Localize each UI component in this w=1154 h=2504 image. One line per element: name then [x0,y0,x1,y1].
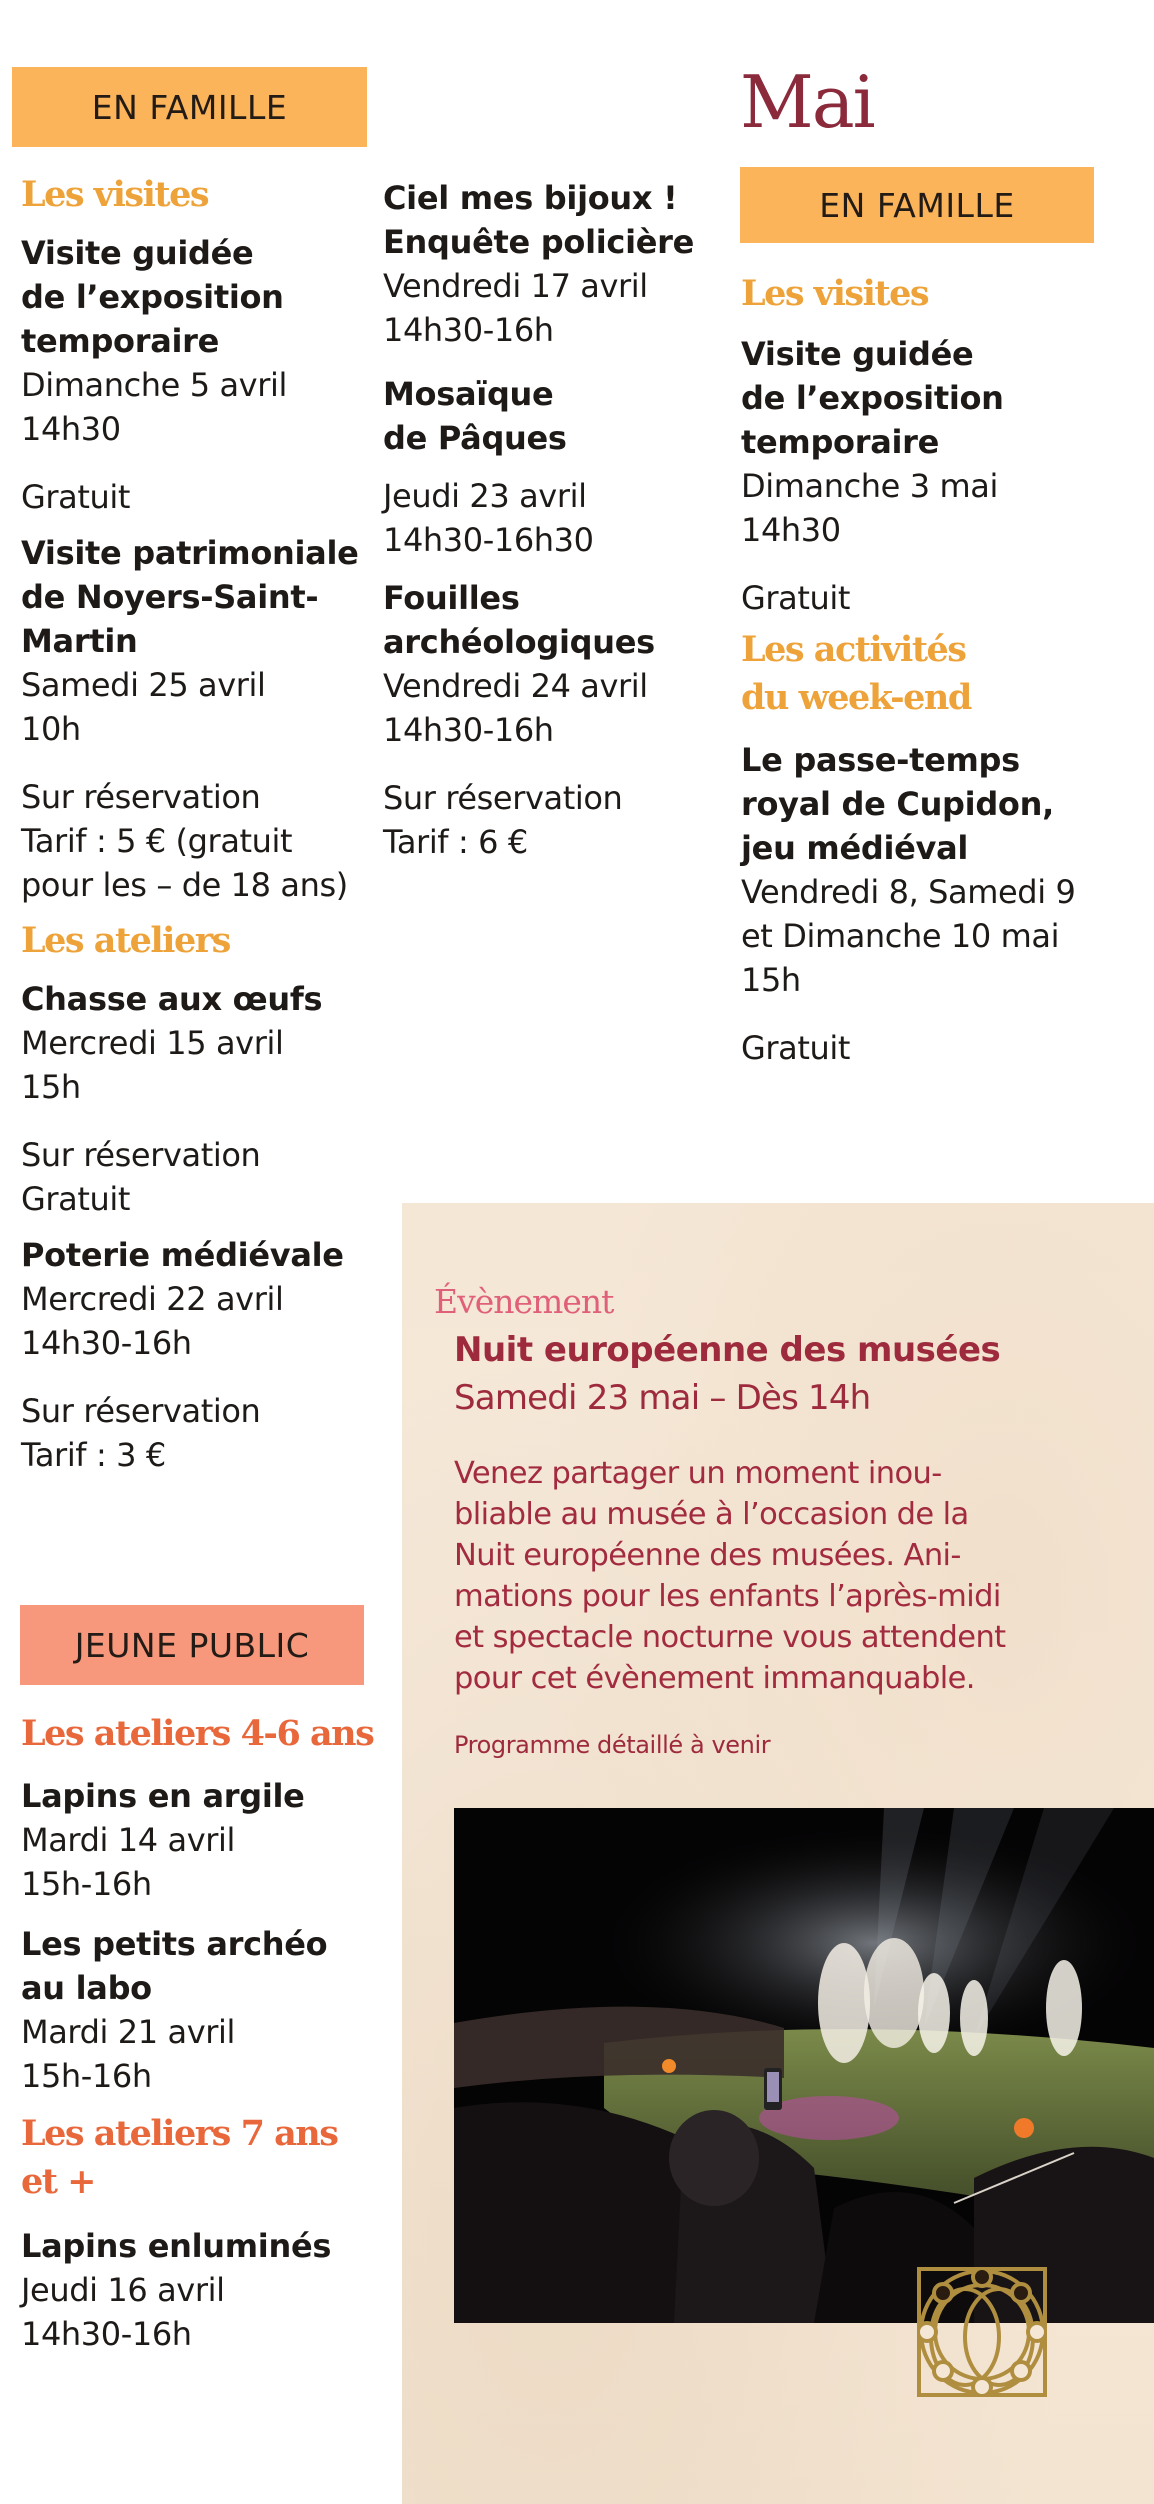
item-date: Jeudi 16 avril [21,2271,225,2309]
item-title: de l’exposition [21,278,284,316]
item-title: Ciel mes bijoux ! [383,179,678,217]
event-description-line: Nuit européenne des musées. Ani- [454,1538,961,1573]
list-item [21,1922,401,2098]
section-title-activites: du week-end [741,677,971,718]
item-time: 15h-16h [21,1865,152,1903]
item-title: Poterie médiévale [21,1236,344,1274]
event-note: Programme détaillé à venir [454,1731,771,1759]
section-title-ateliers-4-6: Les ateliers 4-6 ans [21,1713,374,1754]
item-booking: Sur réservation [21,1136,261,1174]
item-time: 15h-16h [21,2057,152,2095]
item-date: et Dimanche 10 mai [741,917,1060,955]
section-title-visites-mai: Les visites [741,273,929,314]
band-label: EN FAMILLE [819,185,1015,225]
list-item [741,332,1151,620]
item-title: royal de Cupidon, [741,785,1054,823]
item-price: pour les – de 18 ans) [21,866,348,904]
item-date: Mercredi 22 avril [21,1280,284,1318]
item-booking: Sur réservation [21,778,261,816]
item-price: Gratuit [741,1029,851,1067]
section-title-ateliers-7: Les ateliers 7 ans [21,2113,338,2154]
event-description-line: pour cet évènement immanquable. [454,1661,975,1696]
item-title: temporaire [741,423,940,461]
event-description-line: bliable au musée à l’occasion de la [454,1497,969,1532]
event-kicker: Évènement [434,1282,614,1321]
band-label: JEUNE PUBLIC [74,1625,310,1665]
event-date: Samedi 23 mai – Dès 14h [454,1378,871,1418]
item-price: Tarif : 3 € [21,1436,166,1474]
item-title: Visite patrimoniale [21,534,359,572]
item-title: Visite guidée [21,234,254,272]
item-date: Samedi 25 avril [21,666,266,704]
item-date: Dimanche 5 avril [21,366,287,404]
item-date: Mardi 21 avril [21,2013,235,2051]
band-en-famille-april [12,67,367,147]
list-item [383,576,723,864]
item-title: Lapins en argile [21,1777,305,1815]
item-title: au labo [21,1969,152,2007]
event-description-line: Venez partager un moment inou- [454,1456,942,1491]
list-item [21,1233,381,1477]
item-title: Martin [21,622,138,660]
month-title: Mai [740,60,874,144]
list-item [21,1774,401,1906]
item-date: Dimanche 3 mai [741,467,998,505]
item-booking: Sur réservation [383,779,623,817]
list-item [383,372,723,562]
item-title: Enquête policière [383,223,695,261]
youth-column [21,1710,401,2356]
item-title: Fouilles [383,579,520,617]
event-description-line: mations pour les enfants l’après-midi [454,1579,1001,1614]
item-time: 15h [741,961,801,999]
list-item [741,738,1151,1070]
item-date: Jeudi 23 avril [383,477,587,515]
item-time: 14h30-16h30 [383,521,594,559]
list-item [21,531,381,907]
band-jeune-public [20,1605,364,1685]
band-en-famille-may [740,167,1094,243]
item-title: de Noyers-Saint- [21,578,319,616]
event-title: Nuit européenne des musées [454,1330,1001,1370]
item-title: Les petits archéo [21,1925,328,1963]
section-title-visites: Les visites [21,174,209,215]
item-price: Gratuit [21,478,131,516]
museum-logo-icon [917,2267,1047,2397]
night-show-image [454,1808,1154,2323]
item-date: Vendredi 8, Samedi 9 [741,873,1076,911]
item-price: Gratuit [741,579,851,617]
item-price: Tarif : 5 € (gratuit [21,822,293,860]
section-title-activites: Les activités [741,629,966,670]
list-item [21,2224,401,2356]
item-title: Mosaïque [383,375,554,413]
item-title: Visite guidée [741,335,974,373]
item-title: Chasse aux œufs [21,980,323,1018]
list-item [21,977,381,1221]
list-item [21,231,381,519]
item-time: 14h30-16h [383,311,554,349]
item-title: archéologiques [383,623,655,661]
list-item [383,176,723,352]
item-date: Vendredi 24 avril [383,667,648,705]
may-column [741,270,1151,1070]
item-price: Tarif : 6 € [383,823,528,861]
item-time: 10h [21,710,81,748]
section-title-ateliers-7: et + [21,2161,95,2202]
item-time: 15h [21,1068,81,1106]
item-title: temporaire [21,322,220,360]
item-date: Vendredi 17 avril [383,267,648,305]
item-price: Gratuit [21,1180,131,1218]
item-booking: Sur réservation [21,1392,261,1430]
item-time: 14h30 [21,410,121,448]
item-title: jeu médiéval [741,829,969,867]
april-middle-column [383,176,723,864]
item-date: Mercredi 15 avril [21,1024,284,1062]
item-time: 14h30-16h [21,1324,192,1362]
item-title: de l’exposition [741,379,1004,417]
item-date: Mardi 14 avril [21,1821,235,1859]
event-description-line: et spectacle nocturne vous attendent [454,1620,1006,1655]
item-time: 14h30 [741,511,841,549]
item-time: 14h30-16h [21,2315,192,2353]
item-title: de Pâques [383,419,567,457]
event-photo [454,1808,1154,2323]
item-time: 14h30-16h [383,711,554,749]
band-label: EN FAMILLE [91,87,288,127]
april-left-column [21,171,381,1477]
event-description [454,1453,1006,1699]
item-title: Le passe-temps [741,741,1020,779]
section-title-ateliers: Les ateliers [21,920,230,961]
item-title: Lapins enluminés [21,2227,332,2265]
